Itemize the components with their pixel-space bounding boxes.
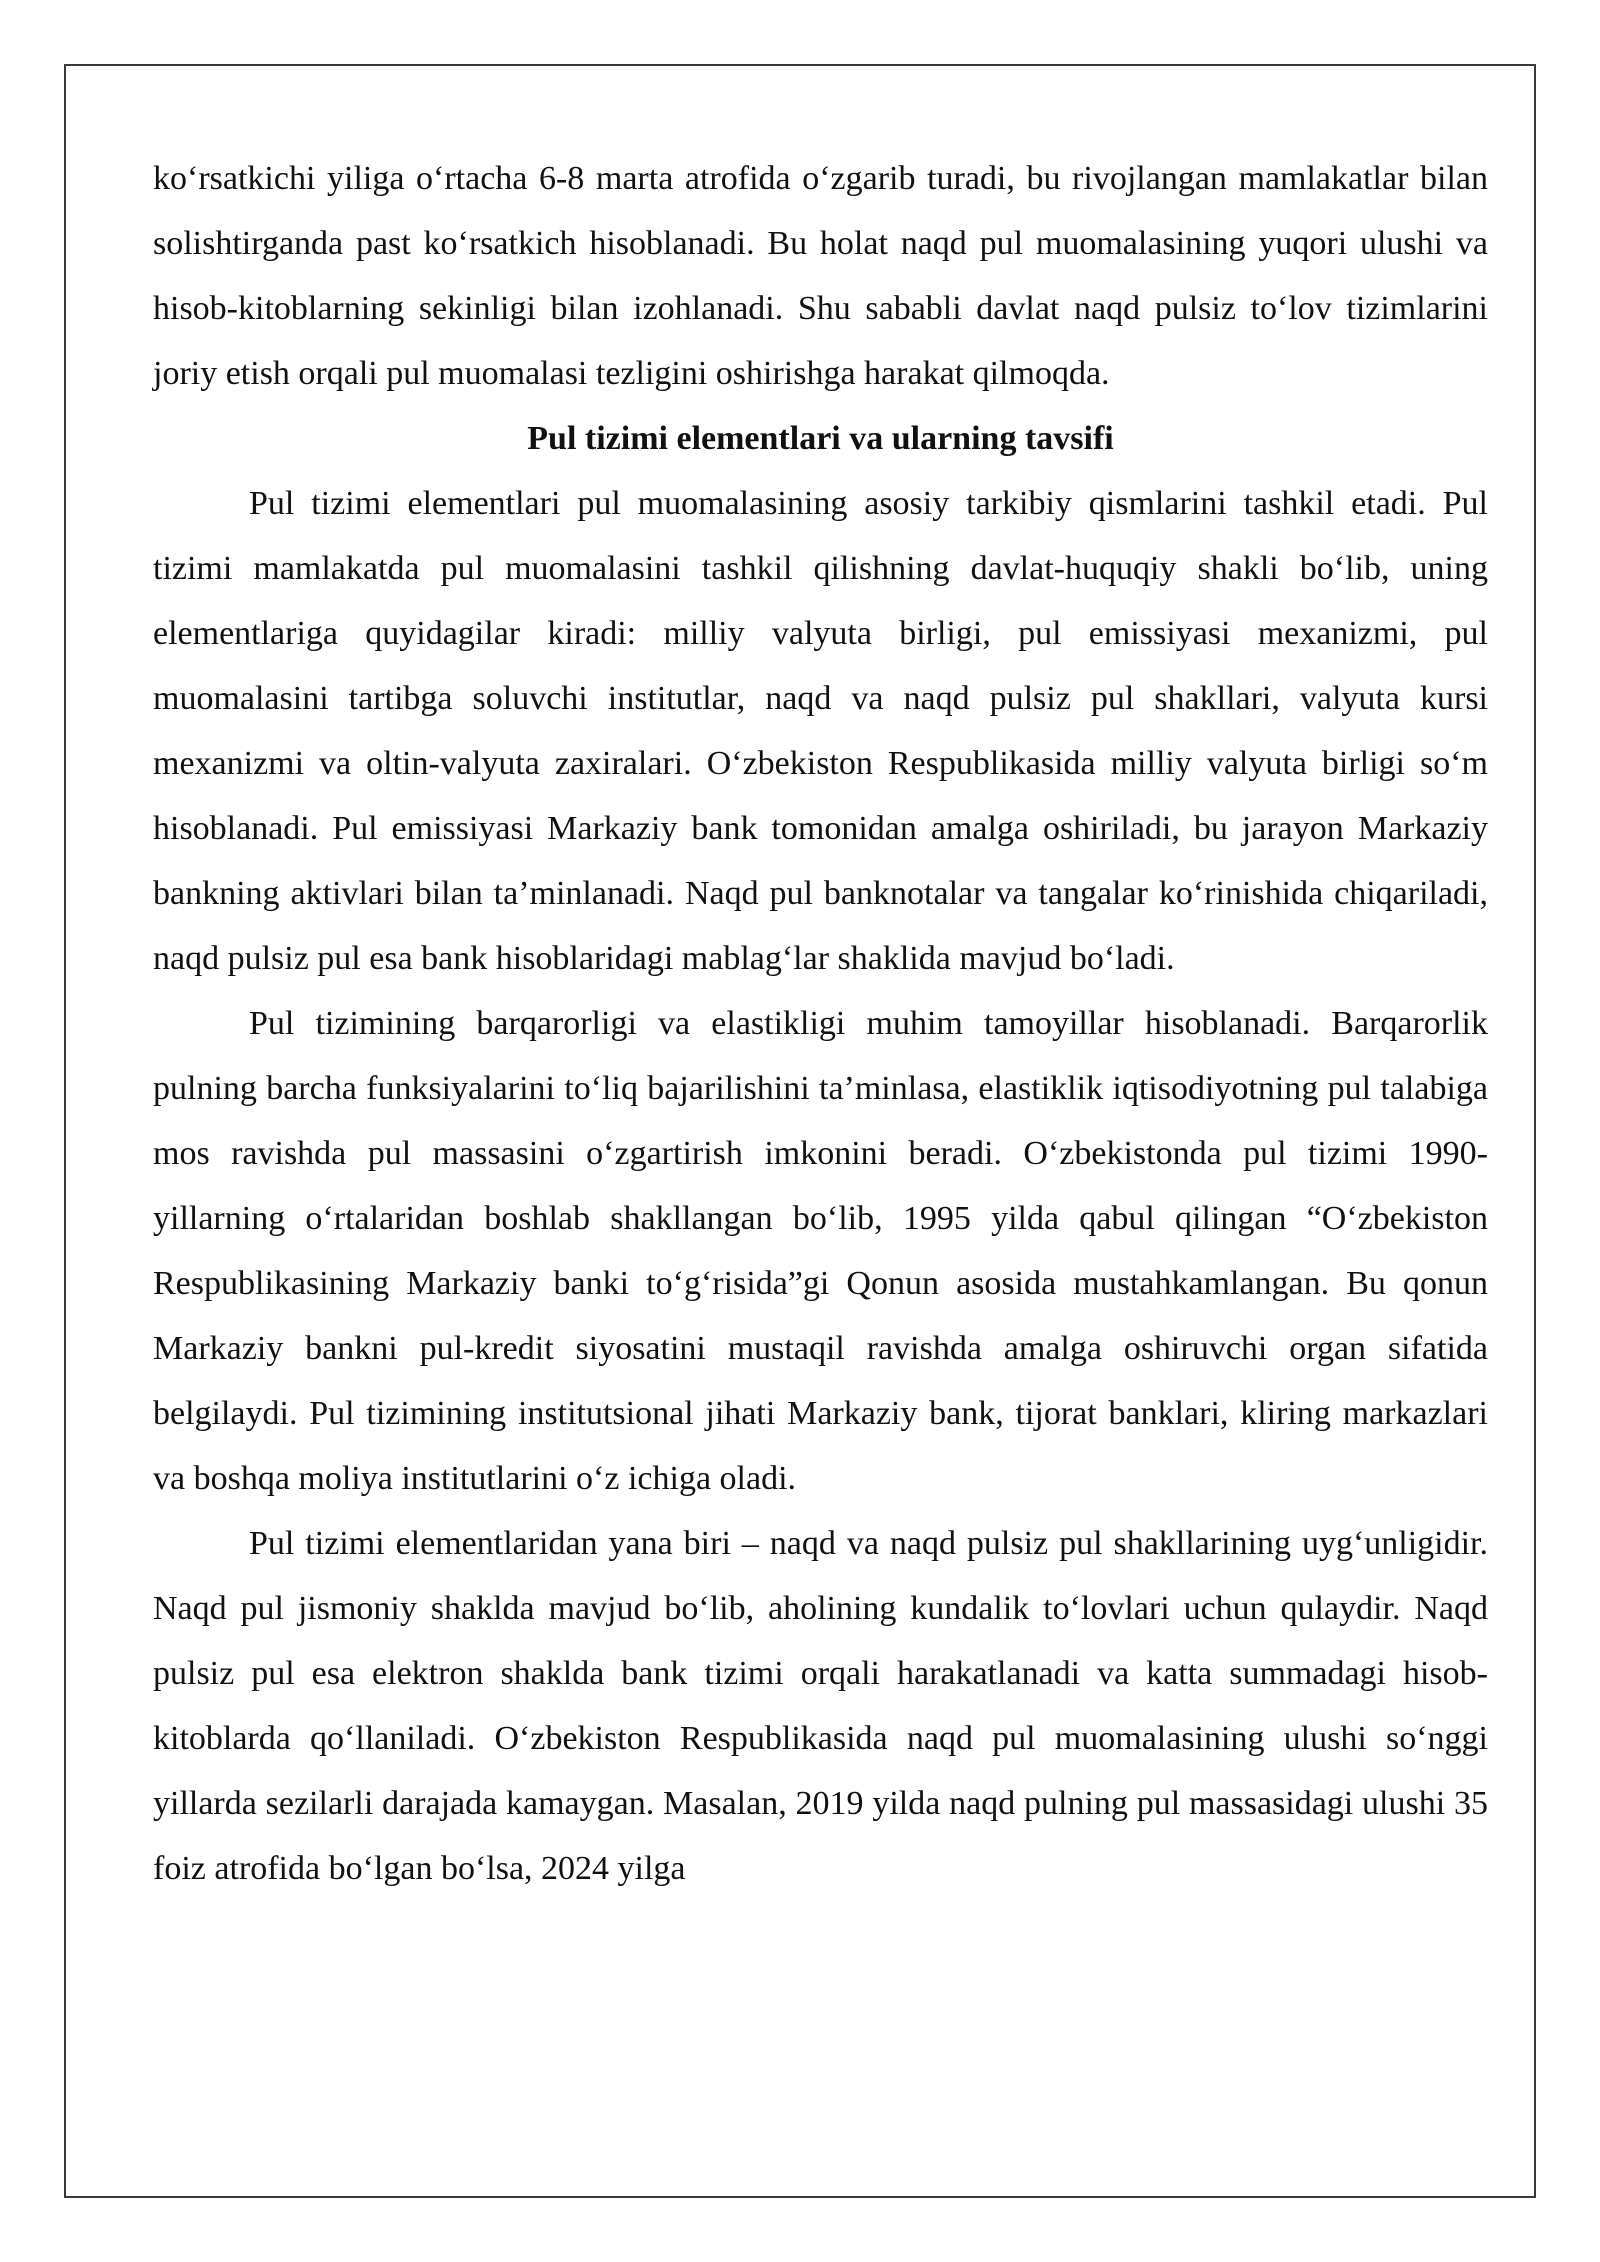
paragraph-1: Pul tizimi elementlari pul muomalasining asosiy tarkibiy qismlarini tashkil etadi. Pul tizimi mamlakatda pul muomalasini tashkil qilishning davlat-huquqiy shakli bo‘lib, uning elementlariga quyidagilar kiradi: milliy valyuta birligi, pul emissiyasi mexanizmi, pul muomalasini tartibga soluvchi institutlar, naqd va naqd pulsiz pul shakllari, valyuta kursi mexanizmi va oltin-valyuta zaxiralari. O‘zbekiston Respublikasida milliy valyuta birligi so‘m hisoblanadi. Pul emissiyasi Markaziy bank tomonidan amalga oshiriladi, bu jarayon Markaziy bankning aktivlari bilan ta’minlanadi. Naqd pul banknotalar va tangalar ko‘rinishida chiqariladi, naqd pulsiz pul esa bank hisoblaridagi mablag‘lar shaklida mavjud bo‘ladi. bbox=[153, 485, 1488, 977]
paragraph-3: Pul tizimi elementlaridan yana biri – naqd va naqd pulsiz pul shakllarining uyg‘unligidir. Naqd pul jismoniy shaklda mavjud bo‘lib, aholining kundalik to‘lovlari uchun qulaydir. Naqd pulsiz pul esa elektron shaklda bank tizimi orqali harakatlanadi va katta summadagi hisob-kitoblarda qo‘llaniladi. O‘zbekiston Respublikasida naqd pul muomalasining ulushi so‘nggi yillarda sezilarli darajada kamaygan. Masalan, 2019 yilda naqd pulning pul massasidagi ulushi 35 foiz atrofida bo‘lgan bo‘lsa, 2024 yilga bbox=[153, 1525, 1488, 1887]
paragraph-2: Pul tizimining barqarorligi va elastikligi muhim tamoyillar hisoblanadi. Barqarorlik pulning barcha funksiyalarini to‘liq bajarilishini ta’minlasa, elastiklik iqtisodiyotning pul talabiga mos ravishda pul massasini o‘zgartirish imkonini beradi. O‘zbekistonda pul tizimi 1990-yillarning o‘rtalaridan boshlab shakllangan bo‘lib, 1995 yilda qabul qilingan “O‘zbekiston Respublikasining Markaziy banki to‘g‘risida”gi Qonun asosida mustahkamlangan. Bu qonun Markaziy bankni pul-kredit siyosatini mustaqil ravishda amalga oshiruvchi organ sifatida belgilaydi. Pul tizimining institutsional jihati Markaziy bank, tijorat banklari, kliring markazlari va boshqa moliya institutlarini o‘z ichiga oladi. bbox=[153, 1005, 1488, 1497]
paragraph-continuation: ko‘rsatkichi yiliga o‘rtacha 6-8 marta atrofida o‘zgarib turadi, bu rivojlangan mamlakatlar bilan solishtirganda past ko‘rsatkich hisoblanadi. Bu holat naqd pul muomalasining yuqori ulushi va hisob-kitoblarning sekinligi bilan izohlanadi. Shu sababli davlat naqd pulsiz to‘lov tizimlarini joriy etish orqali pul muomalasi tezligini oshirishga harakat qilmoqda. bbox=[153, 160, 1488, 392]
section-heading: Pul tizimi elementlari va ularning tavsifi bbox=[527, 420, 1114, 457]
document-body bbox=[153, 146, 1488, 1901]
